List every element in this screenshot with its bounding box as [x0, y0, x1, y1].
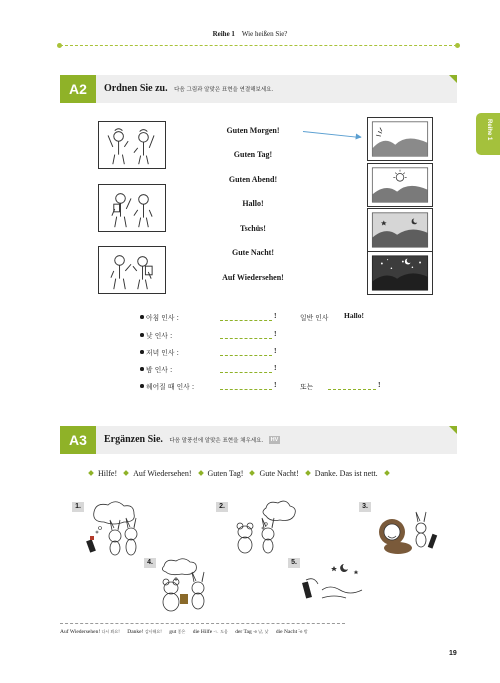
answer-label-day: 낮 인사 : [146, 332, 173, 340]
answer-mark-farewell: ! [274, 380, 277, 389]
answer-mark-day: ! [274, 329, 277, 338]
word-danke: Danke. Das ist nett. [314, 469, 378, 478]
vocab-de-2: Danke! [127, 629, 144, 635]
answer-label-farewell: 헤어질 때 인사 : [146, 383, 195, 391]
greeting-guten-abend: Guten Abend! [228, 175, 278, 184]
vocab-de-4: die Hilfe [192, 629, 213, 635]
answer-blank-night[interactable] [220, 372, 272, 373]
scene-2-bears-greeting [226, 498, 298, 556]
picture-morning-landscape [367, 117, 433, 161]
section-a3-header [60, 426, 457, 454]
scene-number-5: 5. [288, 558, 300, 568]
vocab-ko-5: -e 날, 낮 [253, 629, 269, 634]
page-number: 19 [449, 650, 457, 657]
answer-mark-farewell-alt: ! [378, 380, 381, 389]
scene-5-night-sleep [300, 556, 368, 608]
vocab-ko-2: 감사해요! [144, 629, 162, 634]
answer-label-night: 밤 인사 : [146, 366, 173, 374]
picture-people-greeting-3 [98, 246, 166, 294]
picture-noon-landscape [367, 163, 433, 207]
picture-night-landscape [367, 251, 433, 295]
greeting-tschues: Tschüs! [240, 224, 266, 233]
side-tab [476, 113, 500, 155]
answer-label-evening: 저녁 인사 : [146, 349, 179, 357]
vocab-de-1: Auf Wiedersehen! [60, 629, 101, 635]
diamond-bullet [305, 470, 311, 476]
scene-3-lion-help [366, 498, 446, 556]
header-series: Reihe 1 [212, 30, 235, 38]
section-a3-title [104, 434, 280, 445]
section-a2-title [104, 83, 273, 94]
word-gute-nacht: Gute Nacht! [259, 469, 299, 478]
general-greeting-label: 일반 인사 [300, 314, 329, 322]
diamond-bullet [88, 470, 94, 476]
word-auf-wiedersehen: Auf Wiedersehen! [133, 469, 192, 478]
bullet [140, 367, 144, 371]
diamond-bullet [123, 470, 129, 476]
greeting-gute-nacht: Gute Nacht! [232, 248, 274, 257]
or-label: 또는 [300, 383, 314, 391]
header-divider [60, 45, 457, 46]
word-bank [84, 469, 394, 478]
section-a3-instruction: 다음 말풍선에 알맞은 표현을 채우세요. [169, 438, 264, 444]
side-tab-label: Reihe 1 [486, 119, 492, 141]
answer-mark-morning: ! [274, 311, 277, 320]
picture-evening-landscape [367, 208, 433, 252]
bullet [140, 384, 144, 388]
picture-people-waving-1 [98, 121, 166, 169]
diamond-bullet [198, 470, 204, 476]
bullet [140, 333, 144, 337]
answer-blank-morning[interactable] [220, 320, 272, 321]
section-a2-number: A2 [60, 75, 96, 103]
vocab-de-5: der Tag [235, 629, 252, 635]
greeting-guten-tag: Guten Tag! [233, 150, 273, 159]
section-a2-corner [449, 75, 457, 83]
vocab-ko-3: 좋은 [177, 629, 186, 634]
vocabulary-list [60, 623, 345, 635]
answer-blank-evening[interactable] [220, 355, 272, 356]
answer-mark-evening: ! [274, 346, 277, 355]
word-guten-tag: Guten Tag! [207, 469, 244, 478]
picture-people-waving-2 [98, 184, 166, 232]
section-a3-corner [449, 426, 457, 434]
greeting-guten-morgen: Guten Morgen! [226, 126, 280, 135]
scene-number-1: 1. [72, 502, 84, 512]
general-greeting-value: Hallo! [344, 311, 364, 320]
answer-label-morning: 아침 인사 : [146, 314, 179, 322]
diamond-bullet [384, 470, 390, 476]
scene-4-bear-rabbit-farewell [156, 556, 222, 614]
greeting-auf-wiedersehen: Auf Wiedersehen! [222, 273, 284, 282]
answer-blank-farewell[interactable] [220, 389, 272, 390]
answer-blank-day[interactable] [220, 338, 272, 339]
section-a3-title-text: Ergänzen Sie. [104, 434, 163, 445]
section-a2-title-text: Ordnen Sie zu. [104, 83, 168, 94]
scene-number-2: 2. [216, 502, 228, 512]
bullet [140, 350, 144, 354]
scene-number-4: 4. [144, 558, 156, 568]
vocab-ko-1: 다시 봐요! [101, 629, 120, 634]
scene-number-3: 3. [359, 502, 371, 512]
running-header [0, 30, 500, 38]
example-match-arrow [303, 131, 361, 138]
vocab-ko-6: -̈e 밤 [298, 629, 308, 634]
section-a3-number: A3 [60, 426, 96, 454]
diamond-bullet [250, 470, 256, 476]
answer-blank-farewell-alt[interactable] [328, 389, 376, 390]
vocab-de-3: gut [169, 629, 177, 635]
bullet [140, 315, 144, 319]
scene-1-rabbits-gift [84, 500, 154, 556]
header-title: Wie heißen Sie? [241, 30, 288, 38]
answer-mark-night: ! [274, 363, 277, 372]
vocab-ko-4: -ㄴ 도움 [213, 629, 228, 634]
greeting-hallo: Hallo! [242, 199, 264, 208]
section-a2-instruction: 다음 그림과 알맞은 표현을 연결해보세요. [174, 87, 274, 93]
section-a2-header [60, 75, 457, 103]
word-hilfe: Hilfe! [98, 469, 118, 478]
vocab-de-6: die Nacht [275, 629, 298, 635]
hv-badge: HV [270, 437, 279, 443]
